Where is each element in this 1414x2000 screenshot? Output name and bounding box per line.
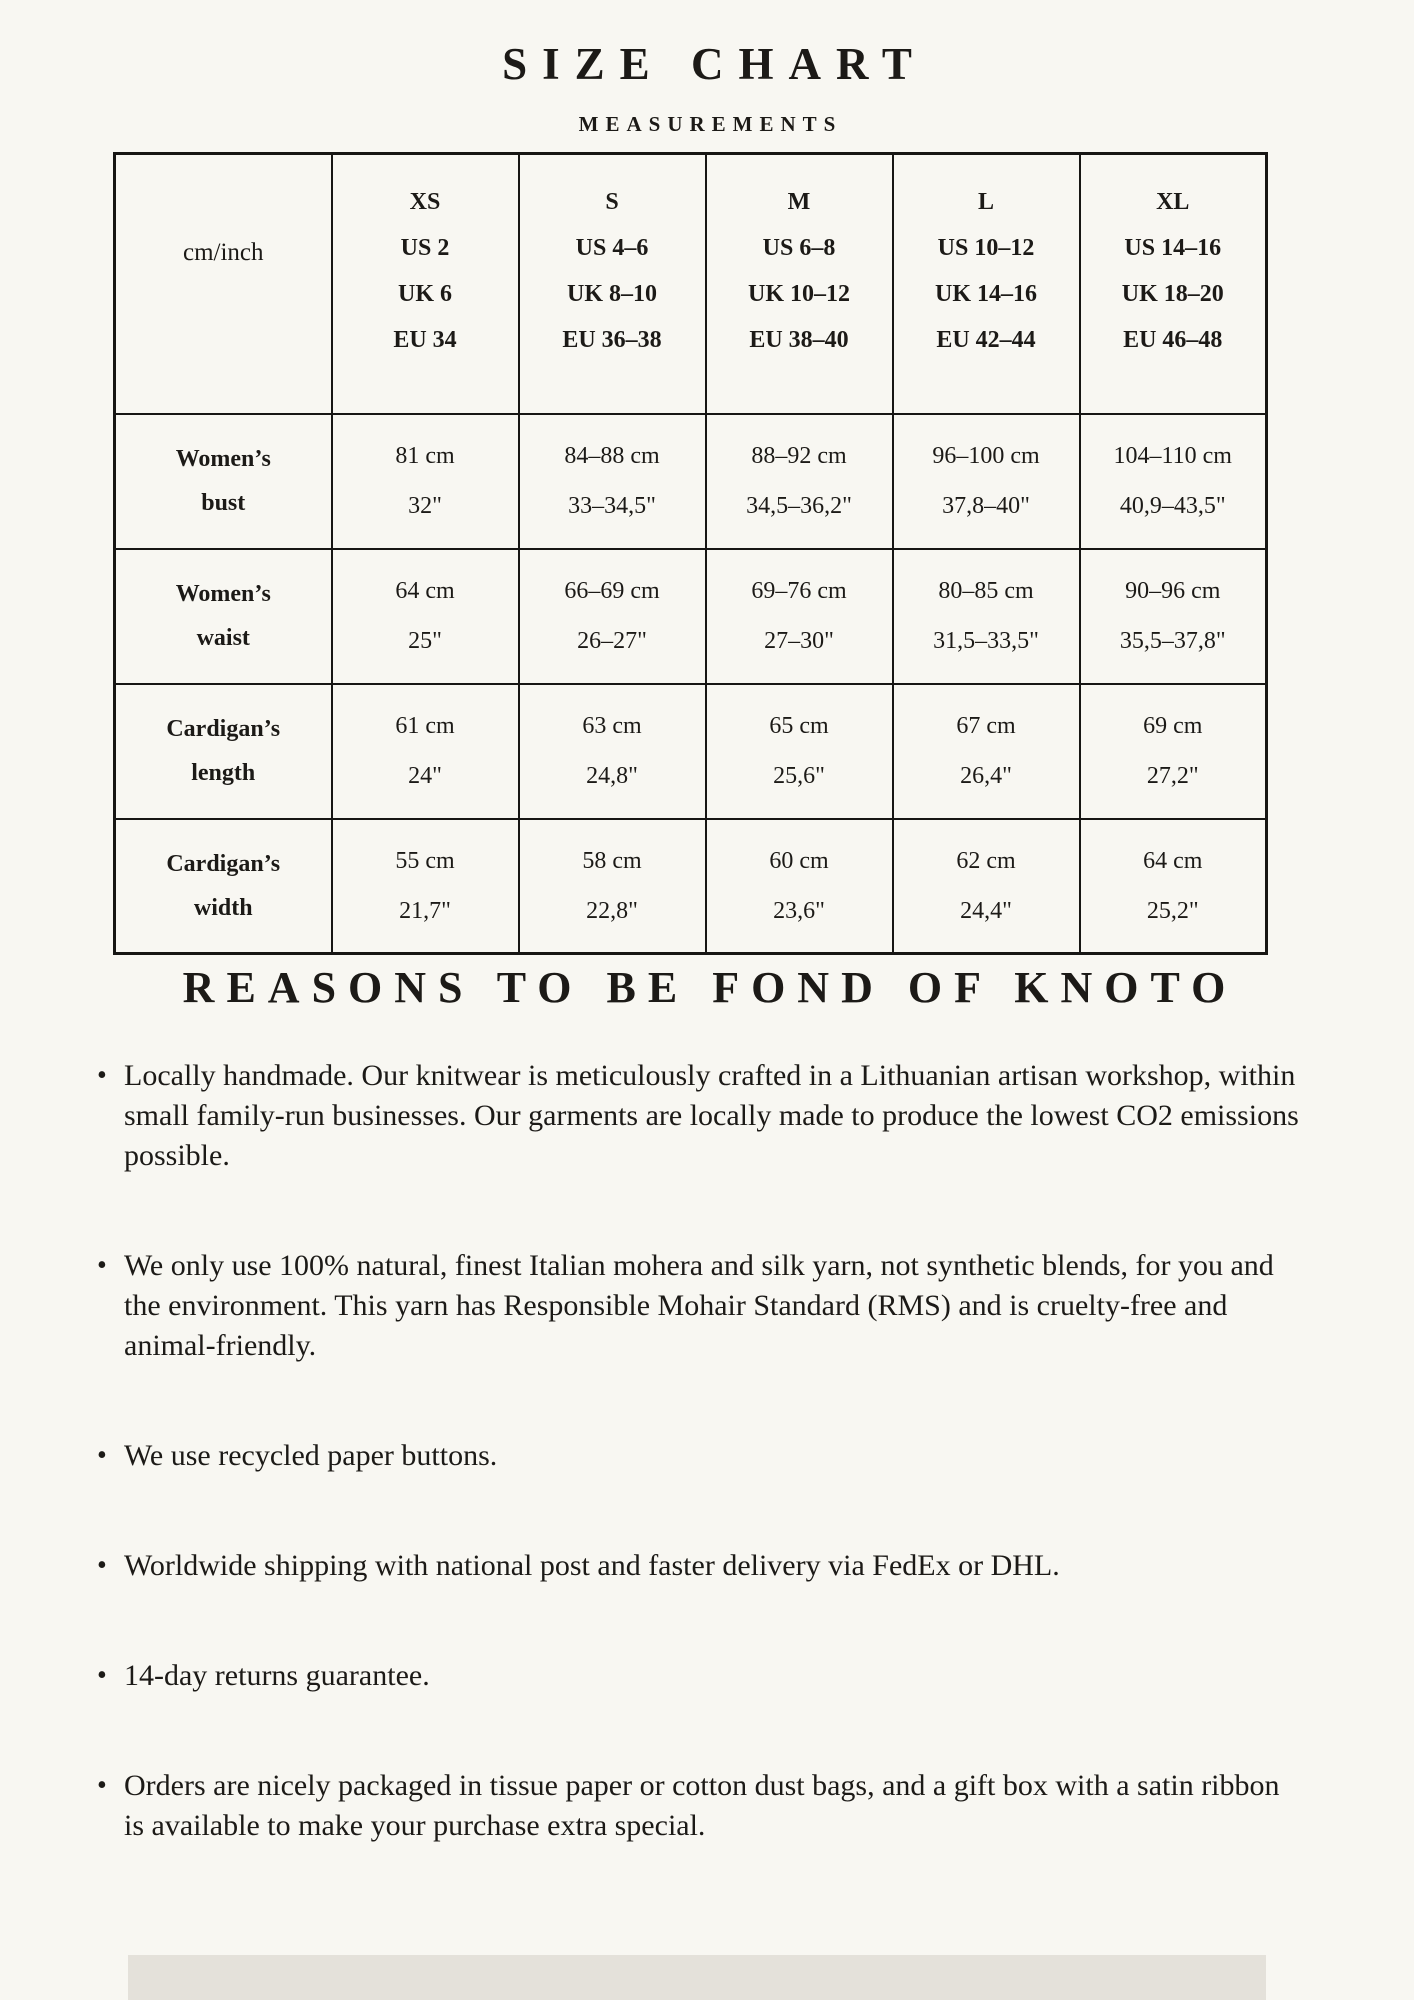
inch-value: 26,4"	[960, 763, 1012, 789]
measurement-value-cell	[706, 549, 893, 684]
size-chart-header-row	[115, 154, 1267, 414]
measurement-label	[115, 819, 332, 954]
size-equivalent-0: US 4–6	[575, 234, 649, 261]
measurement-row	[115, 819, 1267, 954]
inch-value: 31,5–33,5"	[933, 628, 1039, 654]
cm-value: 64 cm	[1143, 847, 1203, 874]
inch-value: 22,8"	[586, 897, 638, 924]
inch-value: 24"	[408, 763, 442, 789]
reason-list-item	[97, 1766, 1302, 1846]
measurement-value-cell	[893, 414, 1080, 549]
size-equivalent-0: US 10–12	[937, 234, 1035, 261]
measurement-value-cell	[1080, 549, 1267, 684]
size-label: M	[787, 188, 811, 215]
bullet-icon: •	[97, 1060, 107, 1091]
reason-text: We use recycled paper buttons.	[124, 1439, 498, 1472]
cm-value: 67 cm	[956, 713, 1016, 739]
reason-text: Locally handmade. Our knitwear is meticulously crafted in a Lithuanian artisan workshop, within small family-run businesses. Our garments are locally made to produce the lowest CO2 emissions possible.	[124, 1059, 1299, 1172]
measurement-value-cell	[893, 819, 1080, 954]
cm-value: 96–100 cm	[932, 443, 1040, 469]
measurement-value-cell	[519, 684, 706, 819]
page-subtitle: MEASUREMENTS	[578, 112, 843, 136]
measurement-row	[115, 414, 1267, 549]
measurement-label-line: bust	[201, 490, 246, 516]
size-equivalent-1: UK 18–20	[1121, 280, 1224, 307]
cm-value: 58 cm	[582, 847, 642, 874]
measurement-label-line: Women’s	[175, 581, 271, 607]
cm-value: 61 cm	[395, 713, 455, 739]
size-label: XL	[1156, 188, 1190, 215]
inch-value: 23,6"	[773, 897, 825, 924]
measurement-label-line: Women’s	[175, 446, 271, 472]
reason-list-item	[97, 1246, 1302, 1366]
size-equivalent-1: UK 6	[398, 280, 452, 307]
inch-value: 21,7"	[399, 897, 451, 924]
page-title: SIZE CHART	[502, 39, 927, 89]
size-equivalent-2: EU 42–44	[936, 326, 1036, 353]
measurement-row	[115, 549, 1267, 684]
measurement-label-line: waist	[196, 625, 250, 651]
inch-value: 24,4"	[960, 897, 1012, 924]
measurement-value-cell	[1080, 414, 1267, 549]
inch-value: 24,8"	[586, 763, 638, 789]
reason-list-item	[97, 1656, 1302, 1696]
reason-text: Orders are nicely packaged in tissue paper or cotton dust bags, and a gift box with a satin ribbon is available to make your purchase extra special.	[124, 1769, 1280, 1842]
size-equivalent-2: EU 34	[393, 326, 457, 353]
size-label: L	[977, 188, 994, 215]
size-equivalent-2: EU 38–40	[749, 326, 849, 353]
cm-value: 80–85 cm	[938, 578, 1034, 604]
cm-value: 69 cm	[1143, 713, 1203, 739]
cm-value: 84–88 cm	[564, 443, 660, 469]
inch-value: 27,2"	[1146, 763, 1199, 789]
size-column-header-l	[893, 154, 1080, 414]
size-column-header-m	[706, 154, 893, 414]
footer-band	[128, 1955, 1266, 2000]
size-equivalent-2: EU 36–38	[562, 326, 662, 353]
measurement-value-cell	[1080, 684, 1267, 819]
measurement-value-cell	[332, 819, 519, 954]
size-equivalent-1: UK 10–12	[748, 280, 850, 307]
measurement-value-cell	[706, 819, 893, 954]
inch-value: 37,8–40"	[942, 493, 1030, 519]
measurement-value-cell	[332, 549, 519, 684]
reason-text: Worldwide shipping with national post and faster delivery via FedEx or DHL.	[124, 1549, 1060, 1582]
measurement-value-cell	[893, 549, 1080, 684]
reason-list-item	[97, 1056, 1302, 1176]
measurement-value-cell	[1080, 819, 1267, 954]
cm-value: 81 cm	[395, 443, 455, 469]
measurement-value-cell	[706, 414, 893, 549]
cm-value: 62 cm	[956, 847, 1016, 874]
size-chart-header	[115, 154, 1267, 414]
measurement-label-line: length	[191, 760, 256, 786]
size-equivalent-0: US 6–8	[762, 234, 836, 261]
reasons-heading: REASONS TO BE FOND OF KNOTO	[182, 963, 1238, 1012]
inch-value: 27–30"	[764, 628, 834, 654]
size-column-header-xs	[332, 154, 519, 414]
measurement-value-cell	[332, 414, 519, 549]
reason-text: 14-day returns guarantee.	[124, 1659, 430, 1692]
inch-value: 33–34,5"	[568, 493, 656, 519]
size-equivalent-0: US 14–16	[1124, 234, 1222, 261]
reason-text: We only use 100% natural, finest Italian mohera and silk yarn, not synthetic blends, for you and the environment. This yarn has Responsible Mohair Standard (RMS) and is cruelty-free and animal-friendly.	[124, 1249, 1274, 1362]
measurement-value-cell	[706, 684, 893, 819]
size-equivalent-0: US 2	[400, 234, 450, 261]
measurement-label-line: Cardigan’s	[166, 716, 281, 742]
cm-value: 65 cm	[769, 713, 829, 739]
size-label: XS	[409, 188, 441, 215]
measurement-value-cell	[519, 549, 706, 684]
reason-list-item	[97, 1436, 1302, 1476]
inch-value: 26–27"	[577, 628, 647, 654]
size-equivalent-1: UK 8–10	[567, 280, 657, 307]
reasons-list	[97, 1056, 1302, 1916]
reason-list-item	[97, 1546, 1302, 1586]
size-equivalent-1: UK 14–16	[935, 280, 1037, 307]
unit-label-cell: cm/inch	[115, 154, 332, 414]
size-column-header-xl	[1080, 154, 1267, 414]
inch-value: 40,9–43,5"	[1119, 493, 1226, 519]
cm-value: 69–76 cm	[751, 578, 847, 604]
measurement-value-cell	[893, 684, 1080, 819]
measurement-label-line: Cardigan’s	[166, 850, 281, 877]
bullet-icon: •	[97, 1550, 107, 1581]
bullet-icon: •	[97, 1440, 107, 1471]
measurement-row	[115, 684, 1267, 819]
inch-value: 25,2"	[1146, 897, 1199, 924]
inch-value: 34,5–36,2"	[746, 493, 852, 519]
bullet-icon: •	[97, 1250, 107, 1281]
cm-value: 63 cm	[582, 713, 642, 739]
cm-value: 66–69 cm	[564, 578, 660, 604]
cm-value: 60 cm	[769, 847, 829, 874]
inch-value: 32"	[408, 493, 442, 519]
size-column-header-s	[519, 154, 706, 414]
size-equivalent-2: EU 46–48	[1123, 326, 1223, 353]
inch-value: 25"	[408, 628, 442, 654]
cm-value: 55 cm	[395, 847, 455, 874]
size-chart-table	[113, 152, 1268, 955]
cm-value: 90–96 cm	[1125, 578, 1221, 604]
size-chart-body	[115, 414, 1267, 954]
inch-value: 35,5–37,8"	[1119, 628, 1226, 654]
measurement-value-cell	[332, 684, 519, 819]
cm-value: 88–92 cm	[751, 443, 847, 469]
bullet-icon: •	[97, 1660, 107, 1691]
measurement-label-line: width	[193, 894, 253, 921]
measurement-value-cell	[519, 819, 706, 954]
size-label: S	[605, 188, 619, 215]
inch-value: 25,6"	[773, 763, 825, 789]
cm-value: 64 cm	[395, 578, 455, 604]
measurement-label	[115, 414, 332, 549]
measurement-label	[115, 684, 332, 819]
bullet-icon: •	[97, 1770, 107, 1801]
measurement-label	[115, 549, 332, 684]
cm-value: 104–110 cm	[1113, 443, 1232, 469]
measurement-value-cell	[519, 414, 706, 549]
